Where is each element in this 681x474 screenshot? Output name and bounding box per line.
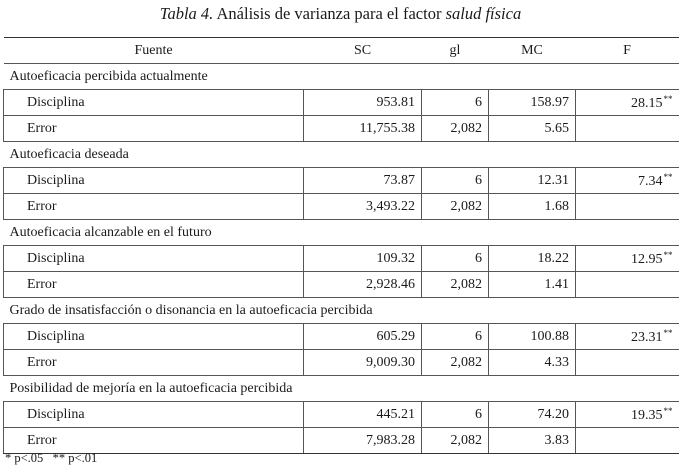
significance-marker: ** — [663, 405, 673, 416]
f-value: 19.35 — [631, 407, 663, 423]
row-f-cell — [576, 246, 679, 272]
row-sc-cell: 73.87 — [304, 168, 422, 194]
table-row — [4, 428, 679, 454]
row-gl-cell: 2,082 — [422, 350, 489, 376]
caption-factor: salud física — [445, 4, 522, 23]
row-mc-cell: 1.68 — [489, 194, 576, 220]
significance-marker: ** — [663, 171, 673, 182]
header-f: F — [576, 38, 679, 64]
row-source-cell: Error — [4, 116, 304, 142]
f-value: 12.95 — [631, 251, 663, 267]
row-source-cell: Error — [4, 428, 304, 454]
significance-marker: ** — [663, 93, 673, 104]
table-header-row — [4, 38, 679, 64]
row-sc-cell: 953.81 — [304, 90, 422, 116]
row-f-cell — [576, 90, 679, 116]
header-sc: SC — [304, 38, 422, 64]
row-sc-cell: 9,009.30 — [304, 350, 422, 376]
row-f-cell — [576, 350, 679, 376]
header-fuente: Fuente — [4, 38, 304, 64]
row-f-cell — [576, 272, 679, 298]
table-row — [4, 246, 679, 272]
row-mc-cell: 158.97 — [489, 90, 576, 116]
row-mc-cell: 100.88 — [489, 324, 576, 350]
caption-main: Análisis de varianza para el factor — [213, 4, 446, 23]
table-row — [4, 350, 679, 376]
row-gl-cell: 6 — [422, 324, 489, 350]
table-caption — [0, 4, 681, 24]
significance-marker: ** — [663, 327, 673, 338]
section-row — [4, 376, 679, 402]
row-f-cell — [576, 428, 679, 454]
table-row — [4, 90, 679, 116]
f-value: 23.31 — [631, 329, 663, 345]
section-title: Posibilidad de mejoría en la autoeficacia percibida — [4, 376, 679, 402]
row-source-cell: Disciplina — [4, 168, 304, 194]
table-row — [4, 324, 679, 350]
row-gl-cell: 6 — [422, 90, 489, 116]
table-row — [4, 168, 679, 194]
section-title: Autoeficacia alcanzable en el futuro — [4, 220, 679, 246]
row-sc-cell: 109.32 — [304, 246, 422, 272]
row-sc-cell: 7,983.28 — [304, 428, 422, 454]
row-mc-cell: 18.22 — [489, 246, 576, 272]
section-row — [4, 220, 679, 246]
row-mc-cell: 74.20 — [489, 402, 576, 428]
section-title: Autoeficacia percibida actualmente — [4, 64, 679, 90]
row-f-cell — [576, 168, 679, 194]
f-value: 7.34 — [638, 173, 663, 189]
anova-table — [3, 37, 679, 454]
row-source-cell: Error — [4, 194, 304, 220]
section-title: Autoeficacia deseada — [4, 142, 679, 168]
row-gl-cell: 2,082 — [422, 428, 489, 454]
section-row — [4, 142, 679, 168]
header-gl: gl — [422, 38, 489, 64]
row-source-cell: Error — [4, 350, 304, 376]
footnote-text: * p<.05 ** p<.01 — [5, 451, 98, 465]
f-value: 28.15 — [631, 95, 663, 111]
row-gl-cell: 2,082 — [422, 272, 489, 298]
row-f-cell — [576, 194, 679, 220]
row-source-cell: Error — [4, 272, 304, 298]
table-row — [4, 116, 679, 142]
header-mc: MC — [489, 38, 576, 64]
row-mc-cell: 12.31 — [489, 168, 576, 194]
section-row — [4, 64, 679, 90]
row-f-cell — [576, 324, 679, 350]
row-gl-cell: 2,082 — [422, 116, 489, 142]
section-title: Grado de insatisfacción o disonancia en la autoeficacia percibida — [4, 298, 679, 324]
caption-prefix: Tabla 4. — [159, 4, 214, 23]
row-mc-cell: 1.41 — [489, 272, 576, 298]
row-sc-cell: 605.29 — [304, 324, 422, 350]
row-sc-cell: 2,928.46 — [304, 272, 422, 298]
row-sc-cell: 3,493.22 — [304, 194, 422, 220]
row-f-cell — [576, 116, 679, 142]
row-sc-cell: 11,755.38 — [304, 116, 422, 142]
table-row — [4, 194, 679, 220]
row-source-cell: Disciplina — [4, 90, 304, 116]
significance-footnote — [5, 451, 97, 466]
section-row — [4, 298, 679, 324]
row-mc-cell: 4.33 — [489, 350, 576, 376]
row-source-cell: Disciplina — [4, 324, 304, 350]
row-gl-cell: 6 — [422, 246, 489, 272]
row-sc-cell: 445.21 — [304, 402, 422, 428]
significance-marker: ** — [663, 249, 673, 260]
table-row — [4, 402, 679, 428]
row-source-cell: Disciplina — [4, 402, 304, 428]
row-gl-cell: 6 — [422, 168, 489, 194]
row-mc-cell: 5.65 — [489, 116, 576, 142]
row-gl-cell: 2,082 — [422, 194, 489, 220]
row-mc-cell: 3.83 — [489, 428, 576, 454]
row-source-cell: Disciplina — [4, 246, 304, 272]
row-gl-cell: 6 — [422, 402, 489, 428]
table-row — [4, 272, 679, 298]
row-f-cell — [576, 402, 679, 428]
table-body — [4, 64, 679, 454]
